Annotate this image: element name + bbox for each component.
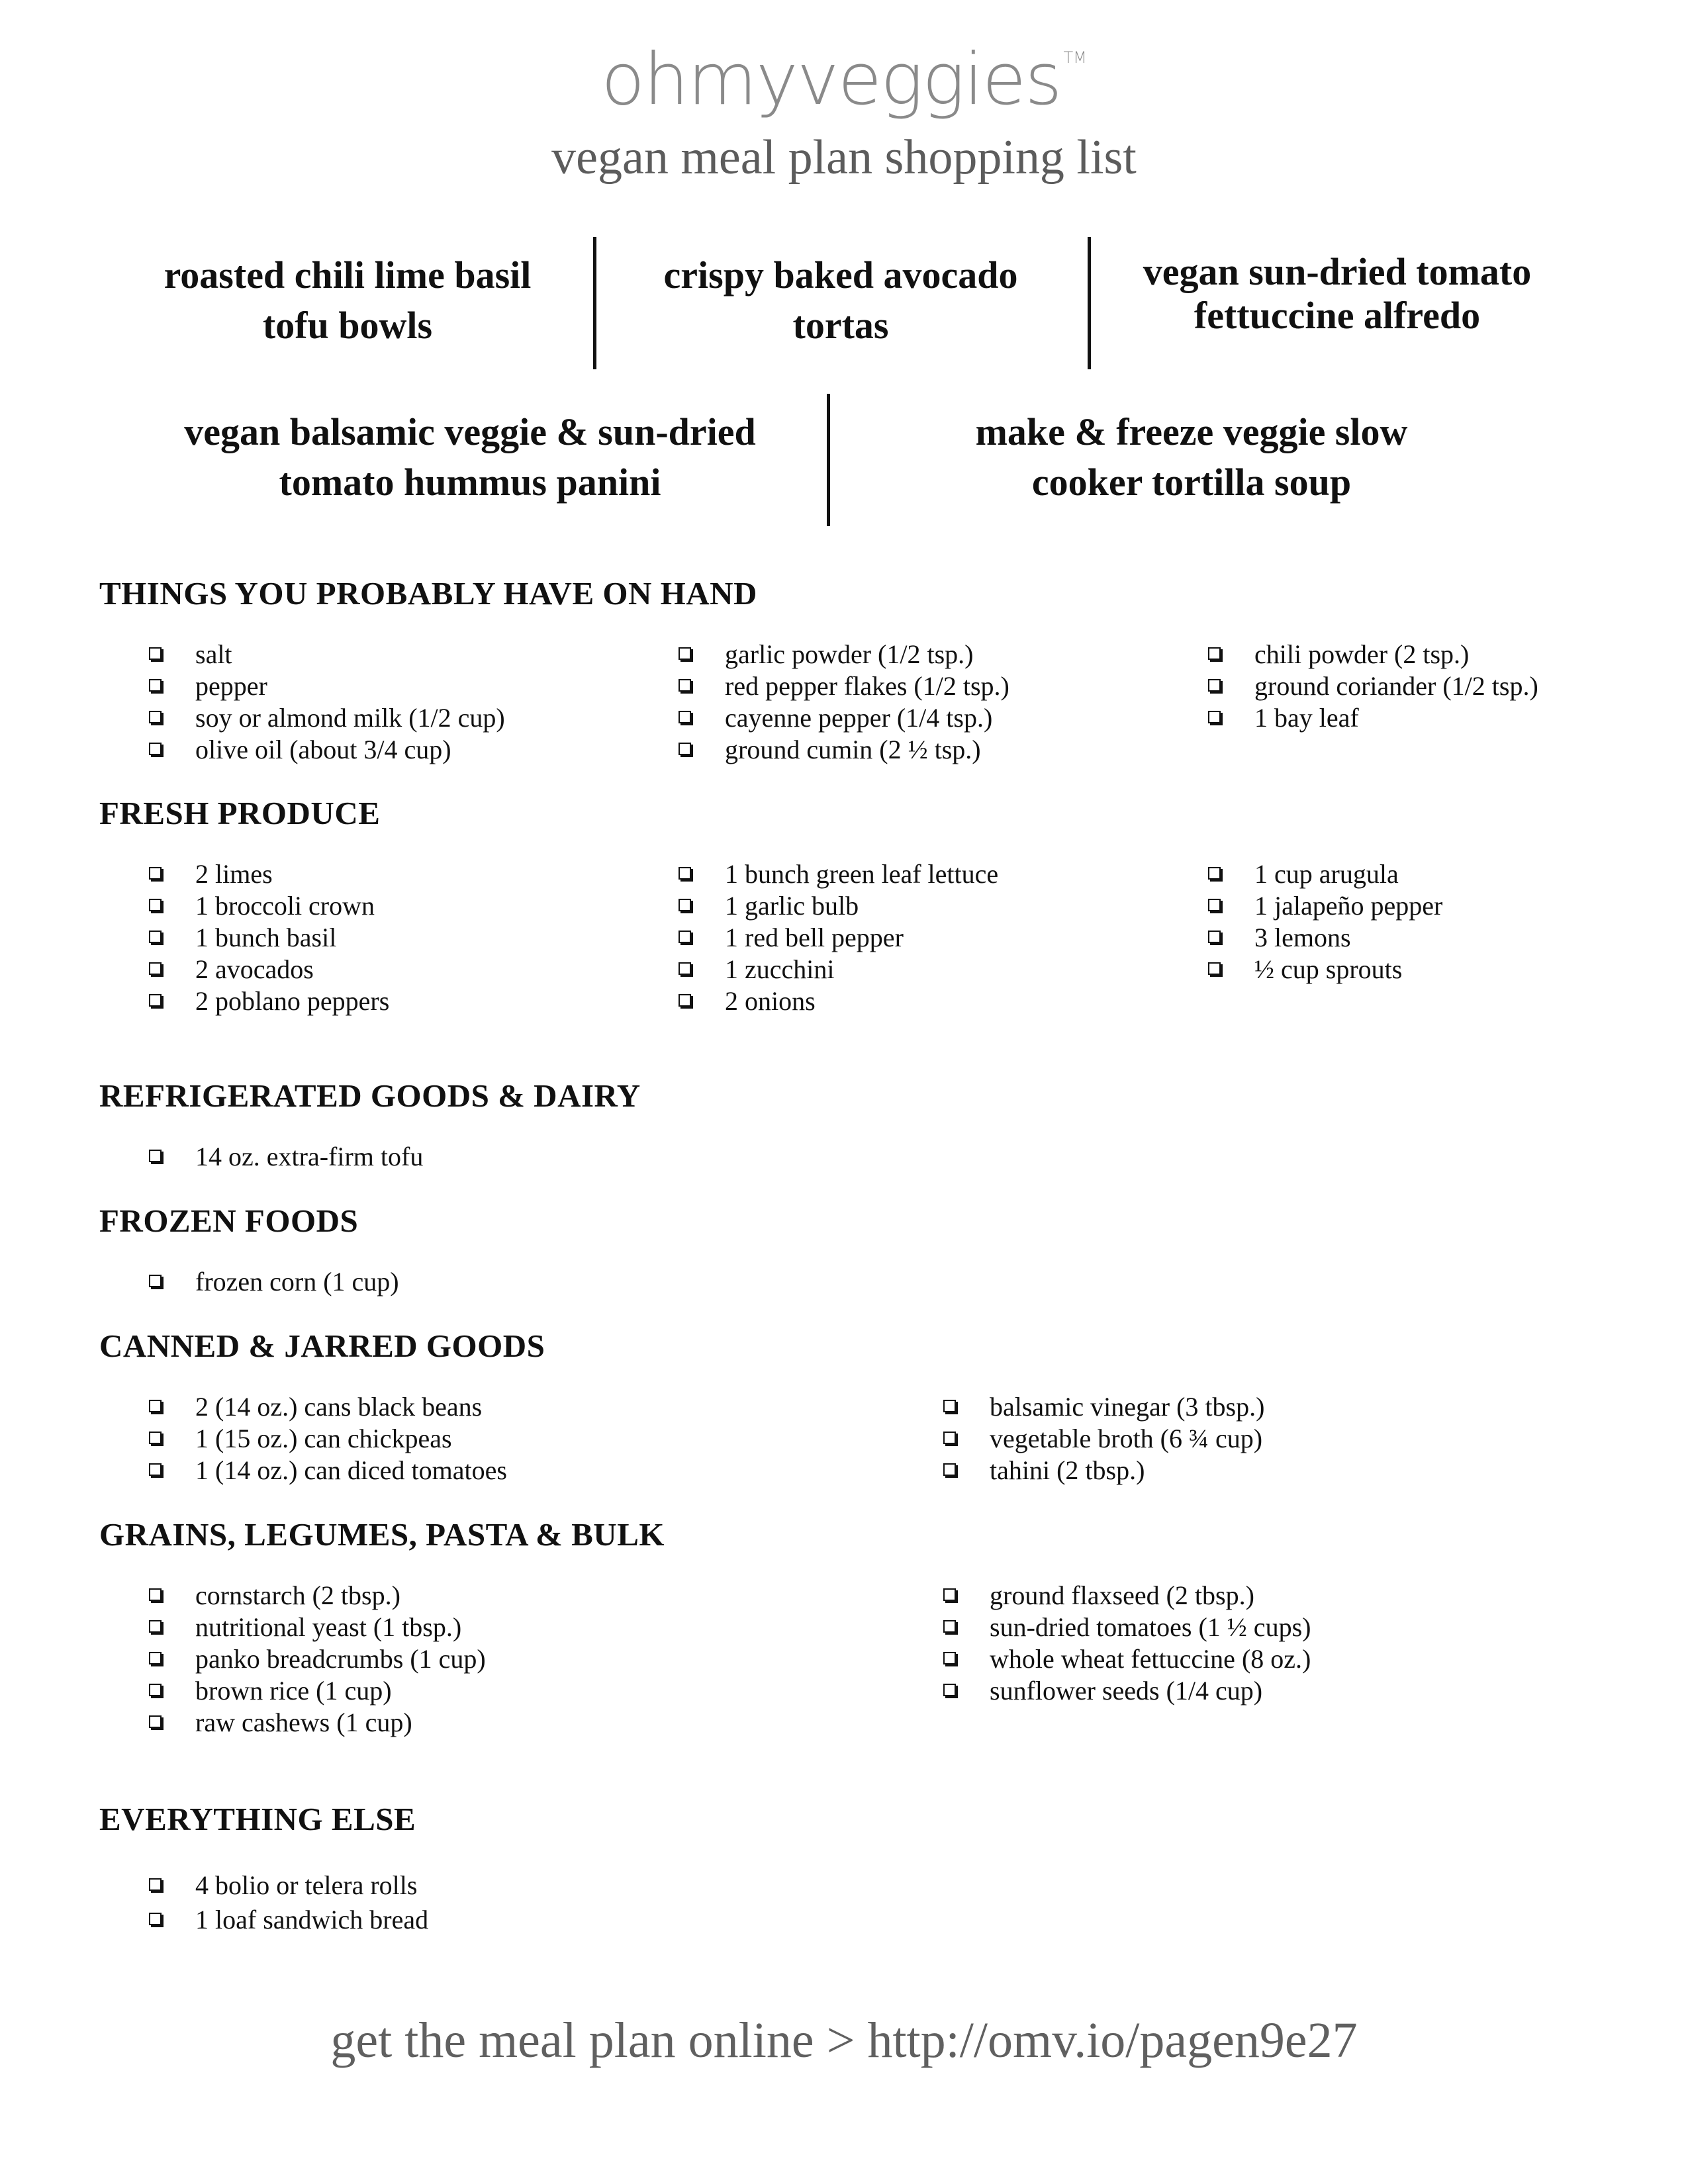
- list-item[interactable]: [149, 954, 389, 985]
- item-label: 1 zucchini: [725, 954, 835, 984]
- recipe-line: crispy baked avocado: [663, 253, 1018, 296]
- list-item[interactable]: [149, 1266, 399, 1298]
- list-item[interactable]: [679, 702, 1009, 734]
- recipe-divider: [593, 237, 596, 369]
- list-item[interactable]: [149, 639, 505, 670]
- checkbox-icon[interactable]: [679, 994, 691, 1007]
- refrigerated-list: [149, 1141, 423, 1173]
- item-label: salt: [195, 639, 232, 669]
- list-item[interactable]: [943, 1580, 1311, 1612]
- item-label: 2 (14 oz.) cans black beans: [195, 1392, 483, 1422]
- item-label: balsamic vinegar (3 tbsp.): [990, 1392, 1265, 1422]
- item-label: ground cumin (2 ½ tsp.): [725, 735, 981, 764]
- item-label: 1 bunch basil: [195, 923, 337, 952]
- list-item[interactable]: [149, 1423, 507, 1455]
- item-label: raw cashews (1 cup): [195, 1707, 412, 1737]
- list-item[interactable]: [1208, 639, 1538, 670]
- list-item[interactable]: [149, 670, 505, 702]
- list-item[interactable]: [149, 1580, 486, 1612]
- recipe-line: tomato hummus panini: [279, 461, 661, 504]
- list-item[interactable]: [149, 702, 505, 734]
- list-item[interactable]: [149, 1141, 423, 1173]
- item-label: tahini (2 tbsp.): [990, 1455, 1145, 1485]
- item-label: 1 red bell pepper: [725, 923, 904, 952]
- list-item[interactable]: [679, 954, 998, 985]
- list-item[interactable]: [149, 890, 389, 922]
- checkbox-icon[interactable]: [943, 1684, 956, 1696]
- list-item[interactable]: [679, 670, 1009, 702]
- list-item[interactable]: [149, 1868, 428, 1903]
- item-label: 1 bay leaf: [1254, 703, 1359, 733]
- section-title-frozen: FROZEN FOODS: [99, 1203, 359, 1239]
- recipe-line: cooker tortilla soup: [1031, 461, 1352, 504]
- produce-list-col-3: [1208, 858, 1442, 985]
- checkbox-icon[interactable]: [149, 1400, 162, 1412]
- list-item[interactable]: [679, 985, 998, 1017]
- checkbox-icon[interactable]: [679, 931, 691, 943]
- checkbox-icon[interactable]: [149, 962, 162, 975]
- list-item[interactable]: [149, 985, 389, 1017]
- item-label: 2 avocados: [195, 954, 314, 984]
- grains-list-col-2: [943, 1580, 1311, 1707]
- list-item[interactable]: [679, 890, 998, 922]
- recipe-line: vegan sun-dried tomato: [1143, 250, 1532, 293]
- checkbox-icon[interactable]: [943, 1620, 956, 1633]
- list-item[interactable]: [943, 1643, 1311, 1675]
- checkbox-icon[interactable]: [149, 743, 162, 755]
- item-label: 1 cup arugula: [1254, 859, 1399, 889]
- item-label: 4 bolio or telera rolls: [195, 1870, 418, 1900]
- section-title-everything-else: EVERYTHING ELSE: [99, 1801, 416, 1837]
- checkbox-icon[interactable]: [943, 1400, 956, 1412]
- item-label: panko breadcrumbs (1 cup): [195, 1644, 486, 1674]
- list-item[interactable]: [149, 858, 389, 890]
- pantry-list-col-1: [149, 639, 505, 766]
- checkbox-icon[interactable]: [149, 867, 162, 880]
- list-item[interactable]: [679, 639, 1009, 670]
- logo-text: ohmyveggies: [601, 38, 1061, 121]
- list-item[interactable]: [943, 1391, 1264, 1423]
- list-item[interactable]: [149, 1391, 507, 1423]
- checkbox-icon[interactable]: [149, 994, 162, 1007]
- checkbox-icon[interactable]: [149, 1432, 162, 1444]
- item-label: nutritional yeast (1 tbsp.): [195, 1612, 462, 1642]
- checkbox-icon[interactable]: [943, 1432, 956, 1444]
- list-item[interactable]: [149, 1675, 486, 1707]
- checkbox-icon[interactable]: [149, 1150, 162, 1162]
- item-label: 3 lemons: [1254, 923, 1351, 952]
- checkbox-icon[interactable]: [679, 679, 691, 692]
- recipe-line: vegan balsamic veggie & sun-dried: [184, 410, 756, 453]
- checkbox-icon[interactable]: [943, 1652, 956, 1664]
- checkbox-icon[interactable]: [1208, 899, 1221, 911]
- canned-list-col-2: [943, 1391, 1264, 1486]
- list-item[interactable]: [149, 1643, 486, 1675]
- item-label: sunflower seeds (1/4 cup): [990, 1676, 1263, 1706]
- section-title-refrigerated: REFRIGERATED GOODS & DAIRY: [99, 1077, 641, 1114]
- grains-list-col-1: [149, 1580, 486, 1739]
- item-label: ½ cup sprouts: [1254, 954, 1403, 984]
- checkbox-icon[interactable]: [149, 1913, 162, 1925]
- checkbox-icon[interactable]: [1208, 962, 1221, 975]
- checkbox-icon[interactable]: [149, 711, 162, 723]
- list-item[interactable]: [943, 1455, 1264, 1486]
- checkbox-icon[interactable]: [149, 679, 162, 692]
- recipe-divider: [827, 394, 830, 526]
- section-title-pantry: THINGS YOU PROBABLY HAVE ON HAND: [99, 575, 757, 612]
- item-label: 1 bunch green leaf lettuce: [725, 859, 999, 889]
- recipe-line: roasted chili lime basil: [164, 253, 532, 296]
- checkbox-icon[interactable]: [149, 1684, 162, 1696]
- item-label: garlic powder (1/2 tsp.): [725, 639, 974, 669]
- checkbox-icon[interactable]: [149, 1878, 162, 1891]
- recipe-divider: [1088, 237, 1091, 369]
- checkbox-icon[interactable]: [149, 1715, 162, 1728]
- recipe-title-5: [880, 407, 1503, 508]
- recipe-title-1: [116, 250, 579, 351]
- checkbox-icon[interactable]: [1208, 931, 1221, 943]
- list-item[interactable]: [149, 922, 389, 954]
- list-item[interactable]: [943, 1612, 1311, 1643]
- section-title-grains: GRAINS, LEGUMES, PASTA & BULK: [99, 1516, 665, 1553]
- recipe-line: fettuccine alfredo: [1194, 294, 1481, 337]
- checkbox-icon[interactable]: [679, 899, 691, 911]
- checkbox-icon[interactable]: [943, 1588, 956, 1601]
- list-item[interactable]: [679, 734, 1009, 766]
- item-label: whole wheat fettuccine (8 oz.): [990, 1644, 1311, 1674]
- recipe-title-2: [609, 250, 1072, 351]
- checkbox-icon[interactable]: [679, 711, 691, 723]
- item-label: cayenne pepper (1/4 tsp.): [725, 703, 993, 733]
- item-label: cornstarch (2 tbsp.): [195, 1580, 400, 1610]
- produce-list-col-2: [679, 858, 998, 1017]
- list-item[interactable]: [149, 734, 505, 766]
- checkbox-icon[interactable]: [1208, 711, 1221, 723]
- item-label: ground flaxseed (2 tbsp.): [990, 1580, 1254, 1610]
- list-item[interactable]: [149, 1612, 486, 1643]
- footer-meal-plan-link[interactable]: get the meal plan online > http://omv.io/pagen9e27: [330, 2013, 1358, 2068]
- checkbox-icon[interactable]: [1208, 679, 1221, 692]
- checkbox-icon[interactable]: [149, 931, 162, 943]
- frozen-list: [149, 1266, 399, 1298]
- list-item[interactable]: [1208, 858, 1442, 890]
- recipe-title-4: [152, 407, 788, 508]
- list-item[interactable]: [149, 1903, 428, 1937]
- checkbox-icon[interactable]: [679, 743, 691, 755]
- list-item[interactable]: [1208, 922, 1442, 954]
- item-label: 1 (14 oz.) can diced tomatoes: [195, 1455, 507, 1485]
- item-label: 1 loaf sandwich bread: [195, 1905, 429, 1934]
- list-item[interactable]: [679, 858, 998, 890]
- checkbox-icon[interactable]: [679, 962, 691, 975]
- recipe-line: make & freeze veggie slow: [975, 410, 1408, 453]
- list-item[interactable]: [943, 1423, 1264, 1455]
- item-label: 14 oz. extra-firm tofu: [195, 1142, 424, 1171]
- item-label: olive oil (about 3/4 cup): [195, 735, 451, 764]
- brand-logo: [0, 38, 1688, 121]
- item-label: vegetable broth (6 ¾ cup): [990, 1424, 1263, 1453]
- item-label: soy or almond milk (1/2 cup): [195, 703, 505, 733]
- list-item[interactable]: [1208, 890, 1442, 922]
- recipe-title-3: [1099, 250, 1575, 338]
- item-label: 1 broccoli crown: [195, 891, 375, 921]
- item-label: red pepper flakes (1/2 tsp.): [725, 671, 1009, 701]
- item-label: 1 (15 oz.) can chickpeas: [195, 1424, 452, 1453]
- item-label: chili powder (2 tsp.): [1254, 639, 1470, 669]
- item-label: 1 jalapeño pepper: [1254, 891, 1443, 921]
- list-item[interactable]: [943, 1675, 1311, 1707]
- recipe-line: tortas: [792, 304, 889, 347]
- checkbox-icon[interactable]: [149, 1275, 162, 1287]
- list-item[interactable]: [149, 1707, 486, 1739]
- item-label: pepper: [195, 671, 267, 701]
- checkbox-icon[interactable]: [149, 647, 162, 660]
- item-label: 2 limes: [195, 859, 273, 889]
- pantry-list-col-3: [1208, 639, 1538, 734]
- checkbox-icon[interactable]: [149, 1620, 162, 1633]
- list-item[interactable]: [679, 922, 998, 954]
- item-label: frozen corn (1 cup): [195, 1267, 399, 1297]
- checkbox-icon[interactable]: [1208, 867, 1221, 880]
- everything-else-list: [149, 1868, 428, 1937]
- checkbox-icon[interactable]: [943, 1463, 956, 1476]
- recipe-line: tofu bowls: [262, 304, 433, 347]
- checkbox-icon[interactable]: [1208, 647, 1221, 660]
- produce-list-col-1: [149, 858, 389, 1017]
- checkbox-icon[interactable]: [149, 1463, 162, 1476]
- pantry-list-col-2: [679, 639, 1009, 766]
- trademark-mark: TM: [1063, 48, 1087, 67]
- checkbox-icon[interactable]: [149, 1652, 162, 1664]
- item-label: 2 poblano peppers: [195, 986, 390, 1016]
- item-label: ground coriander (1/2 tsp.): [1254, 671, 1538, 701]
- list-item[interactable]: [1208, 670, 1538, 702]
- item-label: 1 garlic bulb: [725, 891, 859, 921]
- checkbox-icon[interactable]: [149, 899, 162, 911]
- page-subtitle: vegan meal plan shopping list: [551, 130, 1137, 185]
- list-item[interactable]: [149, 1455, 507, 1486]
- checkbox-icon[interactable]: [149, 1588, 162, 1601]
- list-item[interactable]: [1208, 954, 1442, 985]
- checkbox-icon[interactable]: [679, 867, 691, 880]
- checkbox-icon[interactable]: [679, 647, 691, 660]
- section-title-produce: FRESH PRODUCE: [99, 795, 381, 831]
- item-label: brown rice (1 cup): [195, 1676, 392, 1706]
- item-label: 2 onions: [725, 986, 816, 1016]
- canned-list-col-1: [149, 1391, 507, 1486]
- list-item[interactable]: [1208, 702, 1538, 734]
- item-label: sun-dried tomatoes (1 ½ cups): [990, 1612, 1311, 1642]
- section-title-canned: CANNED & JARRED GOODS: [99, 1328, 545, 1364]
